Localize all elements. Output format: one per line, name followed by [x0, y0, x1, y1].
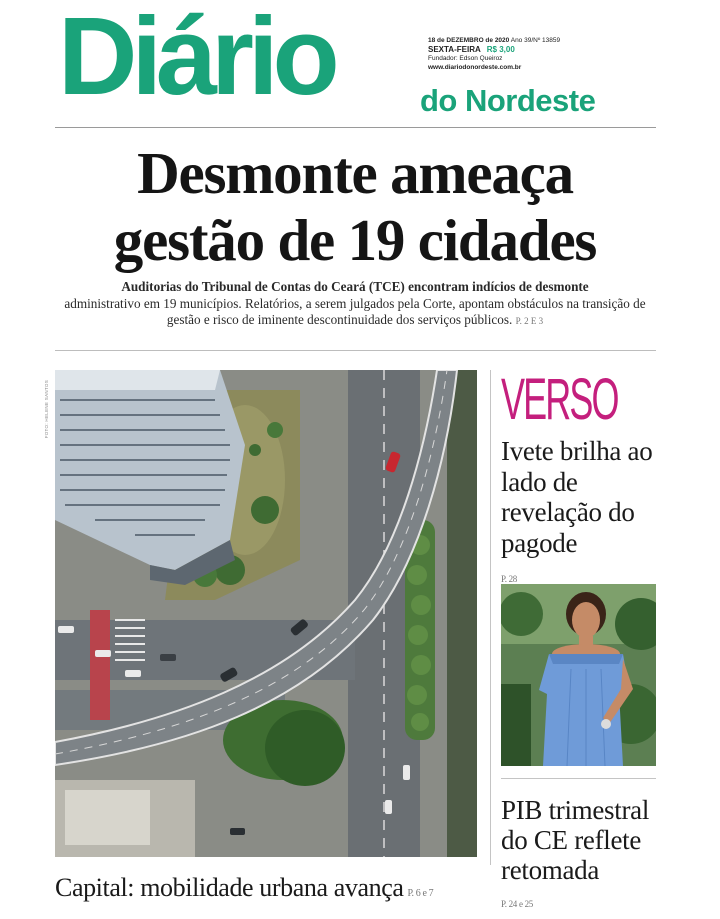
story-ivete-title: Ivete brilha ao lado de revelação do pagode: [501, 436, 653, 558]
headline-divider: [55, 350, 656, 351]
masthead-edition-info: [428, 37, 560, 72]
caption-page-ref: P. 6 e 7: [407, 888, 434, 899]
main-deck: [55, 279, 655, 330]
photo-credit: FOTO: HELENE SANTOS: [44, 380, 49, 439]
story-ivete: [501, 436, 671, 595]
headline-line-1: Desmonte ameaça: [137, 140, 573, 206]
edition-number: Ano 39/Nº 13859: [510, 37, 561, 44]
story-pib-page-ref: P. 24 e 25: [501, 899, 534, 909]
photo-caption: [55, 872, 433, 910]
main-headline: [55, 140, 655, 274]
headline-line-2: gestão de 19 cidades: [113, 207, 597, 273]
deck-body: administrativo em 19 municípios. Relatórios, a serem julgados pela Corte, apontam obstáculos na transição de gestão e risco de iminente descontinuidade dos serviços públicos.: [64, 295, 646, 327]
verso-section-title: VERSO: [501, 367, 618, 432]
ivete-photo: [501, 584, 656, 766]
story-ivete-page-ref: P. 28: [501, 574, 518, 584]
story-pib: [501, 795, 671, 919]
edition-price: R$ 3,00: [486, 44, 515, 54]
deck-lead: Auditorias do Tribunal de Contas do Ceará (TCE) encontram indícios de desmonte: [121, 279, 589, 294]
masthead-logo-subtitle: do Nordeste: [420, 83, 596, 118]
edition-weekday: SEXTA-FEIRA: [428, 44, 481, 54]
aerial-photo: [55, 370, 477, 857]
deck-page-ref: P. 2 E 3: [515, 316, 544, 326]
sidebar-divider: [501, 778, 656, 779]
masthead-divider: [55, 127, 656, 128]
caption-text: Capital: mobilidade urbana avança: [55, 873, 404, 902]
masthead-logo: Diário: [58, 0, 334, 118]
edition-date: 18 de DEZEMBRO de 2020: [428, 37, 510, 44]
edition-website: www.diariodonordeste.com.br: [428, 63, 522, 71]
edition-founder: Fundador: Edson Queiroz: [428, 55, 503, 63]
story-pib-title: PIB trimestral do CE reflete retomada: [501, 795, 650, 885]
column-divider: [490, 370, 491, 865]
